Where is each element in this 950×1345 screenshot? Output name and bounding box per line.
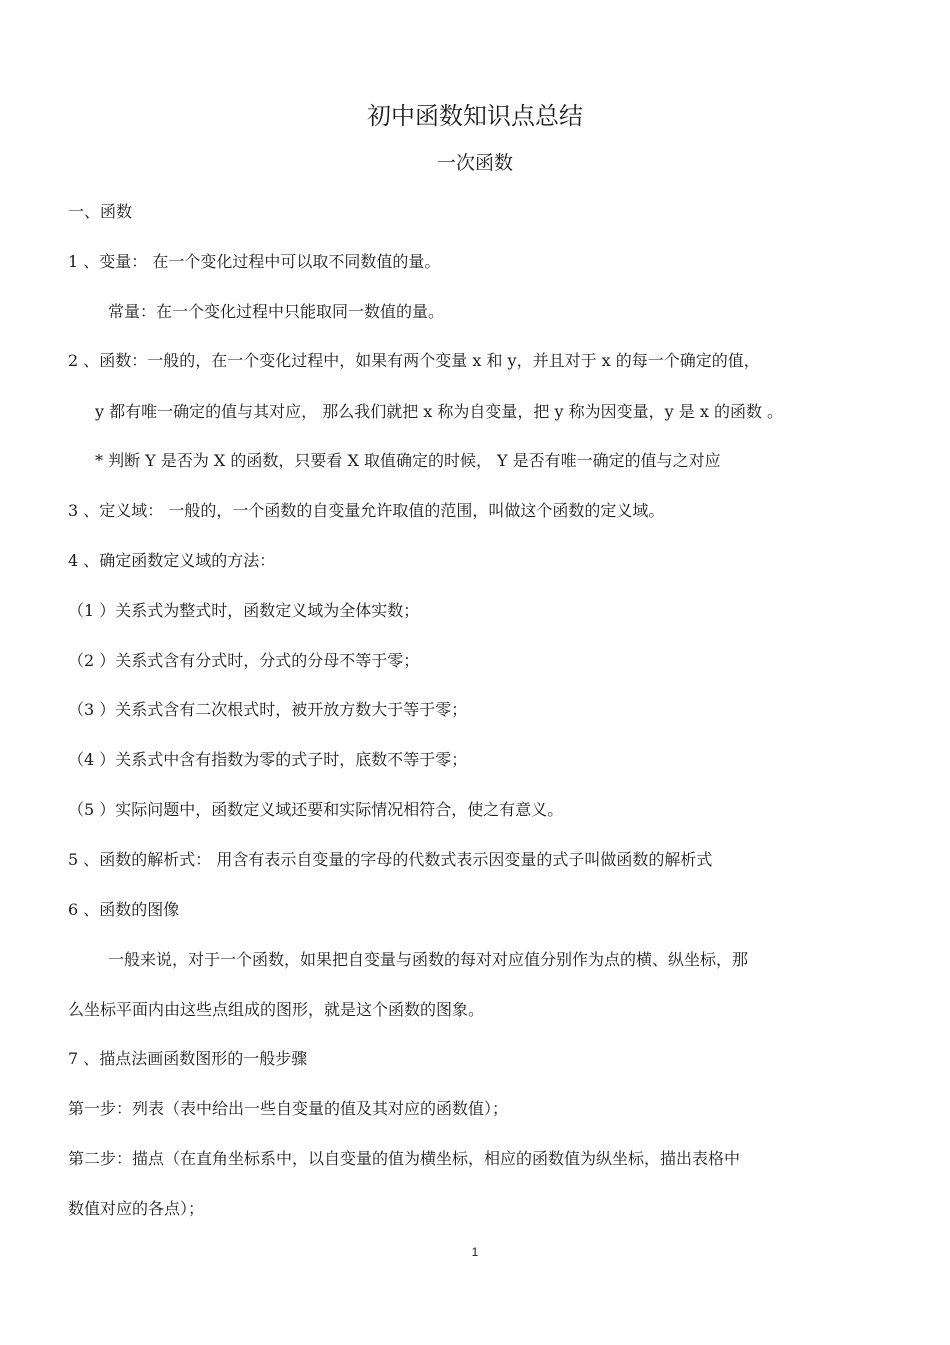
item-7-plotting-steps: 7 、描点法画函数图形的一般步骤 [68,1049,308,1068]
item-6-paragraph: 一般来说，对于一个函数，如果把自变量与函数的每对对应值分别作为点的横、纵坐标，那 [108,950,749,969]
domain-rule-2: （2 ）关系式含有分式时，分式的分母不等于零； [68,651,420,670]
document-title: 初中函数知识点总结 [367,102,583,130]
domain-rule-5: （5 ）实际问题中，函数定义域还要和实际情况相符合，使之有意义。 [68,800,564,819]
item-6-paragraph-cont: 么坐标平面内由这些点组成的图形，就是这个函数的图象。 [68,1000,485,1019]
step-1: 第一步：列表（表中给出一些自变量的值及其对应的函数值）； [68,1099,509,1118]
step-2-cont: 数值对应的各点）； [68,1199,205,1218]
item-1-variable: 1 、变量： 在一个变化过程中可以取不同数值的量。 [68,252,441,271]
item-5-analytic-expression: 5 、函数的解析式： 用含有表示自变量的字母的代数式表示因变量的式子叫做函数的解析式 [68,850,713,869]
item-4-domain-methods: 4 、确定函数定义域的方法： [68,551,276,570]
step-2: 第二步：描点（在直角坐标系中，以自变量的值为横坐标，相应的函数值为纵坐标，描出表格中 [68,1149,741,1168]
domain-rule-3: （3 ）关系式含有二次根式时，被开放方数大于等于零； [68,700,468,719]
domain-rule-4: （4 ）关系式中含有指数为零的式子时，底数不等于零； [68,750,468,769]
item-3-domain: 3 、定义域： 一般的，一个函数的自变量允许取值的范围，叫做这个函数的定义域。 [68,501,665,520]
item-1-constant: 常量：在一个变化过程中只能取同一数值的量。 [108,302,445,321]
item-2-function-def-cont: y 都有唯一确定的值与其对应， 那么我们就把 x 称为自变量，把 y 称为因变量，y 是 x 的函数 。 [95,402,784,421]
section-heading-functions: 一、函数 [68,202,133,221]
item-2-judgement-note: * 判断 Y 是否为 X 的函数，只要看 X 取值确定的时候， Y 是否有唯一确定的值与之对应 [95,451,721,470]
item-2-function-def: 2 、函数：一般的，在一个变化过程中，如果有两个变量 x 和 y，并且对于 x 的每一个确定的值， [68,351,760,370]
domain-rule-1: （1 ）关系式为整式时，函数定义域为全体实数； [68,601,420,620]
document-subtitle: 一次函数 [436,152,513,174]
item-6-function-graph: 6 、函数的图像 [68,900,180,919]
page-number: 1 [471,1245,479,1259]
